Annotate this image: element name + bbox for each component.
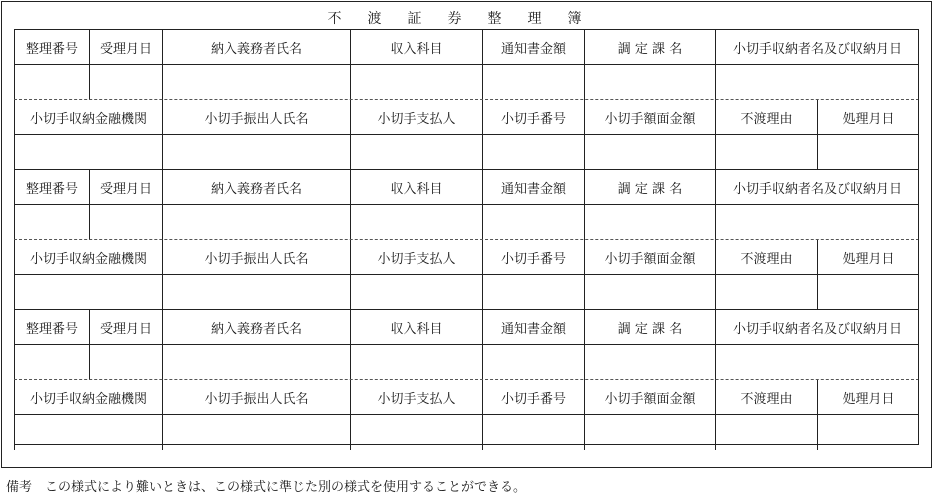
header-cell: 調 定 課 名 (584, 30, 715, 65)
grid-bottom-border (14, 444, 919, 445)
entry-row-primary (14, 204, 919, 239)
header-row-secondary (14, 239, 919, 274)
header-cell: 収入科目 (350, 30, 482, 65)
header-cell: 不渡理由 (715, 100, 817, 135)
entry-row-primary (14, 344, 919, 379)
entry-cell[interactable] (14, 135, 162, 170)
entry-cell[interactable] (482, 135, 584, 170)
entry-row-secondary (14, 274, 919, 309)
entry-cell[interactable] (162, 205, 350, 240)
header-row-primary (14, 29, 919, 64)
entry-cell[interactable] (584, 275, 715, 310)
header-cell: 小切手収納者名及び収納月日 (715, 170, 919, 205)
header-cell: 収入科目 (350, 310, 482, 345)
entry-cell[interactable] (715, 65, 919, 100)
header-cell: 処理月日 (817, 240, 919, 275)
entry-cell[interactable] (584, 135, 715, 170)
header-cell: 小切手番号 (482, 240, 584, 275)
grid-right-border (918, 29, 919, 445)
header-cell: 小切手振出人氏名 (162, 240, 350, 275)
header-cell: 小切手収納者名及び収納月日 (715, 310, 919, 345)
entry-cell[interactable] (817, 275, 919, 310)
header-cell: 不渡理由 (715, 380, 817, 415)
remarks-note: 備考 この様式により難いときは、この様式に準じた別の様式を使用することができる。 (6, 480, 527, 495)
header-cell: 納入義務者氏名 (162, 310, 350, 345)
header-cell: 調 定 課 名 (584, 170, 715, 205)
entry-cell[interactable] (162, 275, 350, 310)
entry-row-secondary (14, 134, 919, 169)
header-cell: 小切手支払人 (350, 380, 482, 415)
header-cell: 小切手額面金額 (584, 100, 715, 135)
entry-cell[interactable] (162, 65, 350, 100)
header-cell: 小切手支払人 (350, 240, 482, 275)
entry-cell[interactable] (89, 65, 162, 100)
form-title: 不渡証券整理簿 (327, 11, 608, 27)
entry-cell[interactable] (14, 205, 89, 240)
entry-cell[interactable] (162, 135, 350, 170)
entry-cell[interactable] (715, 205, 919, 240)
entry-cell[interactable] (482, 345, 584, 380)
entry-row-primary (14, 64, 919, 99)
header-cell: 小切手番号 (482, 380, 584, 415)
header-cell: 整理番号 (14, 30, 89, 65)
entry-cell[interactable] (482, 65, 584, 100)
entry-cell[interactable] (350, 135, 482, 170)
entry-cell[interactable] (14, 345, 89, 380)
header-row-secondary (14, 379, 919, 414)
header-cell: 処理月日 (817, 100, 919, 135)
header-cell: 小切手収納金融機関 (14, 100, 162, 135)
header-cell: 小切手収納金融機関 (14, 380, 162, 415)
header-row-primary (14, 309, 919, 344)
entry-cell[interactable] (89, 345, 162, 380)
header-cell: 小切手番号 (482, 100, 584, 135)
header-cell: 小切手額面金額 (584, 240, 715, 275)
entry-cell[interactable] (162, 345, 350, 380)
header-cell: 整理番号 (14, 310, 89, 345)
entry-cell[interactable] (584, 205, 715, 240)
entry-cell[interactable] (817, 135, 919, 170)
entry-cell[interactable] (715, 135, 817, 170)
entry-cell[interactable] (89, 205, 162, 240)
entry-cell[interactable] (715, 345, 919, 380)
header-cell: 受理月日 (89, 30, 162, 65)
entry-cell[interactable] (482, 205, 584, 240)
entry-cell[interactable] (14, 275, 162, 310)
header-cell: 調 定 課 名 (584, 310, 715, 345)
entry-cell[interactable] (350, 275, 482, 310)
entry-cell[interactable] (350, 205, 482, 240)
header-cell: 整理番号 (14, 170, 89, 205)
entry-cell[interactable] (350, 345, 482, 380)
header-cell: 通知書金額 (482, 170, 584, 205)
header-cell: 収入科目 (350, 170, 482, 205)
header-row-primary (14, 169, 919, 204)
header-cell: 納入義務者氏名 (162, 170, 350, 205)
header-cell: 納入義務者氏名 (162, 30, 350, 65)
register-grid (14, 29, 919, 449)
header-cell: 処理月日 (817, 380, 919, 415)
header-cell: 小切手振出人氏名 (162, 380, 350, 415)
header-cell: 小切手支払人 (350, 100, 482, 135)
header-cell: 通知書金額 (482, 30, 584, 65)
header-cell: 通知書金額 (482, 310, 584, 345)
entry-cell[interactable] (584, 65, 715, 100)
header-cell: 受理月日 (89, 310, 162, 345)
header-cell: 受理月日 (89, 170, 162, 205)
header-cell: 小切手収納者名及び収納月日 (715, 30, 919, 65)
entry-cell[interactable] (14, 65, 89, 100)
entry-cell[interactable] (350, 65, 482, 100)
header-row-secondary (14, 99, 919, 134)
entry-cell[interactable] (584, 345, 715, 380)
header-cell: 小切手額面金額 (584, 380, 715, 415)
entry-cell[interactable] (482, 275, 584, 310)
header-cell: 不渡理由 (715, 240, 817, 275)
header-cell: 小切手収納金融機関 (14, 240, 162, 275)
entry-cell[interactable] (715, 275, 817, 310)
header-cell: 小切手振出人氏名 (162, 100, 350, 135)
